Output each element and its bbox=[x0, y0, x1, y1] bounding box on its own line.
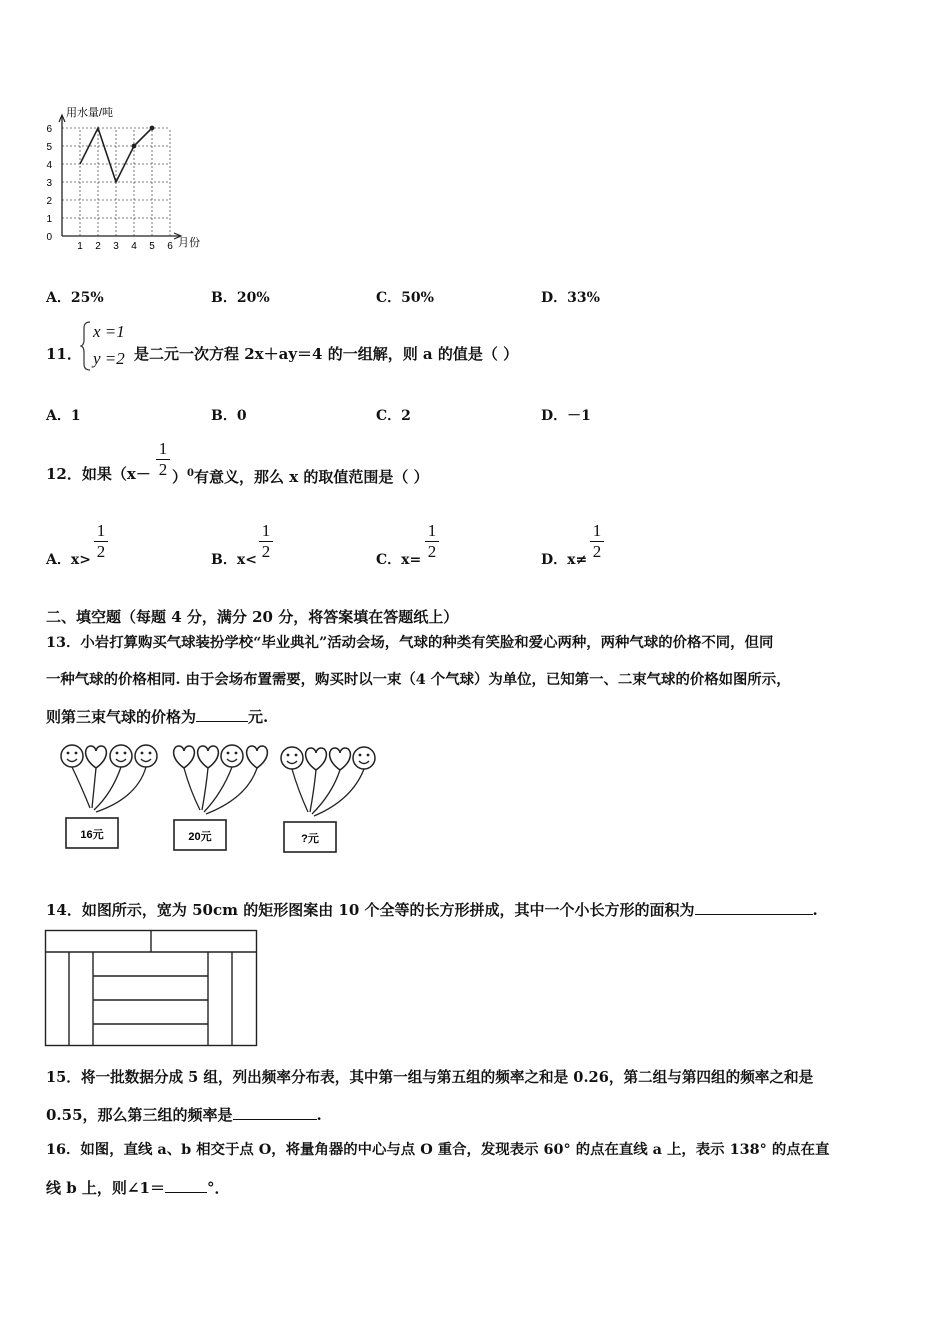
data-point bbox=[132, 144, 137, 149]
q11-option-a[interactable] bbox=[46, 405, 81, 425]
fraction-denominator: 2 bbox=[427, 542, 437, 561]
q15-line2-text: 0.55，那么第三组的频率是 bbox=[46, 1106, 233, 1124]
q14-text: 14．如图所示，宽为 50cm 的矩形图案由 10 个全等的长方形拼成，其中一个小长方形的面积为 bbox=[46, 901, 695, 919]
section-heading: 二、填空题（每题 4 分，满分 20 分，将答案填在答题纸上） bbox=[46, 608, 459, 626]
x-tick-label: 6 bbox=[167, 241, 173, 250]
chart-y-label: 用水量/吨 bbox=[66, 107, 114, 119]
balloon-bunch-3 bbox=[281, 747, 375, 852]
option-value: x> bbox=[70, 552, 91, 568]
q15-line1: 15．将一批数据分成 5 组，列出频率分布表，其中第一组与第五组的频率之和是 0.26，第二组与第四组的频率之和是 bbox=[46, 1069, 814, 1086]
q14-stem bbox=[46, 900, 818, 920]
option-letter: A． bbox=[46, 290, 71, 306]
option-value: 1 bbox=[70, 408, 81, 424]
water-usage-chart bbox=[40, 100, 220, 250]
option-letter: C． bbox=[376, 408, 402, 424]
y-tick-label: 2 bbox=[46, 196, 52, 207]
q12-option-c[interactable] bbox=[376, 549, 421, 569]
balloon-bunch-2 bbox=[174, 745, 268, 850]
option-value: 0 bbox=[236, 408, 247, 424]
fraction-numerator: 1 bbox=[96, 521, 106, 540]
answer-blank[interactable] bbox=[165, 1192, 207, 1193]
q12-option-d[interactable] bbox=[541, 549, 587, 569]
option-value: 20% bbox=[236, 290, 270, 306]
option-letter: B． bbox=[211, 408, 237, 424]
option-value: 2 bbox=[401, 408, 411, 424]
price-label-2: 20元 bbox=[188, 831, 212, 843]
q13-line2: 一种气球的价格相同. 由于会场布置需要，购买时以一束（4 个气球）为单位，已知第一、二束气球的价格如图所示， bbox=[46, 671, 791, 688]
option-value: x≠ bbox=[567, 552, 588, 568]
option-letter: B． bbox=[211, 552, 237, 568]
fraction-numerator: 1 bbox=[261, 521, 271, 540]
chart-ticks bbox=[46, 124, 173, 250]
option-letter: A． bbox=[46, 408, 71, 424]
q11-eq1: x =1 bbox=[93, 322, 125, 341]
q15-line2 bbox=[46, 1105, 322, 1125]
fraction-denominator: 2 bbox=[261, 542, 271, 561]
fraction-denominator: 2 bbox=[96, 542, 106, 561]
option-letter: B． bbox=[211, 290, 237, 306]
q14-end: . bbox=[812, 901, 818, 919]
option-value: x< bbox=[236, 552, 257, 568]
fraction-numerator: 1 bbox=[158, 439, 168, 458]
option-letter: C． bbox=[376, 290, 402, 306]
q11-eq2: y =2 bbox=[93, 349, 125, 368]
q12-option-a-fraction bbox=[94, 522, 108, 561]
q11-stem: 是二元一次方程 2x＋ay＝4 的一组解，则 a 的值是（ ） bbox=[134, 345, 519, 363]
option-letter: D． bbox=[541, 552, 568, 568]
q12-fraction bbox=[156, 440, 170, 479]
fraction-numerator: 1 bbox=[427, 521, 437, 540]
q15-line2-end: . bbox=[316, 1106, 322, 1124]
balloon-bunch-1 bbox=[61, 745, 157, 848]
q13-line3-unit: 元. bbox=[248, 708, 269, 726]
q11-number: 11． bbox=[46, 345, 82, 363]
answer-blank[interactable] bbox=[695, 914, 813, 915]
q12-paren bbox=[172, 464, 429, 487]
option-value: x= bbox=[401, 552, 422, 568]
option-value: －1 bbox=[567, 408, 591, 424]
fraction-denominator: 2 bbox=[158, 460, 168, 479]
option-value: 33% bbox=[567, 290, 600, 306]
answer-blank[interactable] bbox=[233, 1119, 317, 1120]
chart-x-label: 月份 bbox=[178, 237, 200, 249]
q12-option-b[interactable] bbox=[211, 549, 257, 569]
q10-option-b[interactable] bbox=[211, 287, 270, 307]
q10-option-a[interactable] bbox=[46, 287, 104, 307]
rectangle-pattern-figure bbox=[44, 929, 260, 1049]
x-tick-label: 5 bbox=[149, 241, 155, 250]
x-tick-label: 3 bbox=[113, 241, 119, 250]
q10-option-d[interactable] bbox=[541, 287, 600, 307]
q13-line3-text: 则第三束气球的价格为 bbox=[46, 708, 197, 726]
q10-option-c[interactable] bbox=[376, 287, 434, 307]
y-tick-label: 3 bbox=[46, 178, 52, 189]
option-value: 50% bbox=[401, 290, 434, 306]
q12-suffix: ） bbox=[172, 468, 188, 486]
q11-option-d[interactable] bbox=[541, 405, 591, 425]
option-letter: C． bbox=[376, 552, 402, 568]
q12-option-d-fraction bbox=[590, 522, 604, 561]
y-tick-label: 0 bbox=[46, 232, 52, 243]
q16-line2-text: 线 b 上，则∠1＝ bbox=[46, 1179, 165, 1197]
q11-option-c[interactable] bbox=[376, 405, 411, 425]
y-tick-label: 6 bbox=[46, 124, 52, 135]
q16-line2-end: °． bbox=[206, 1179, 230, 1197]
q12-tail: 有意义，那么 x 的取值范围是（ ） bbox=[193, 468, 429, 486]
price-label-3: ?元 bbox=[301, 833, 319, 845]
q12-exponent: 0 bbox=[187, 468, 194, 479]
fraction-denominator: 2 bbox=[592, 542, 602, 561]
q13-line3 bbox=[46, 707, 268, 727]
x-tick-label: 2 bbox=[95, 241, 101, 250]
system-brace bbox=[80, 320, 92, 372]
y-tick-label: 5 bbox=[46, 142, 52, 153]
answer-blank[interactable] bbox=[196, 721, 248, 722]
q13-line1: 13．小岩打算购买气球装扮学校“毕业典礼”活动会场，气球的种类有笑脸和爱心两种，两种气球的价格不同，但同 bbox=[46, 634, 774, 651]
chart-series bbox=[80, 126, 154, 182]
q11-option-b[interactable] bbox=[211, 405, 247, 425]
balloon-bunches-figure bbox=[52, 738, 382, 858]
option-letter: A． bbox=[46, 552, 71, 568]
option-letter: D． bbox=[541, 290, 568, 306]
data-point bbox=[150, 126, 155, 131]
q12-prefix: 12．如果（x－ bbox=[46, 465, 151, 483]
q12-option-c-fraction bbox=[425, 522, 439, 561]
price-label-1: 16元 bbox=[80, 829, 104, 841]
fraction-numerator: 1 bbox=[592, 521, 602, 540]
y-tick-label: 4 bbox=[46, 160, 52, 171]
q12-option-a[interactable] bbox=[46, 549, 91, 569]
chart-axes bbox=[59, 115, 181, 239]
q16-line1: 16．如图，直线 a、b 相交于点 O，将量角器的中心与点 O 重合，发现表示 60° 的点在直线 a 上，表示 138° 的点在直 bbox=[46, 1141, 830, 1158]
q12-option-b-fraction bbox=[259, 522, 273, 561]
y-tick-label: 1 bbox=[46, 214, 52, 225]
option-value: 25% bbox=[70, 290, 104, 306]
q16-line2 bbox=[46, 1178, 229, 1198]
option-letter: D． bbox=[541, 408, 568, 424]
x-tick-label: 4 bbox=[131, 241, 137, 250]
x-tick-label: 1 bbox=[77, 241, 83, 250]
